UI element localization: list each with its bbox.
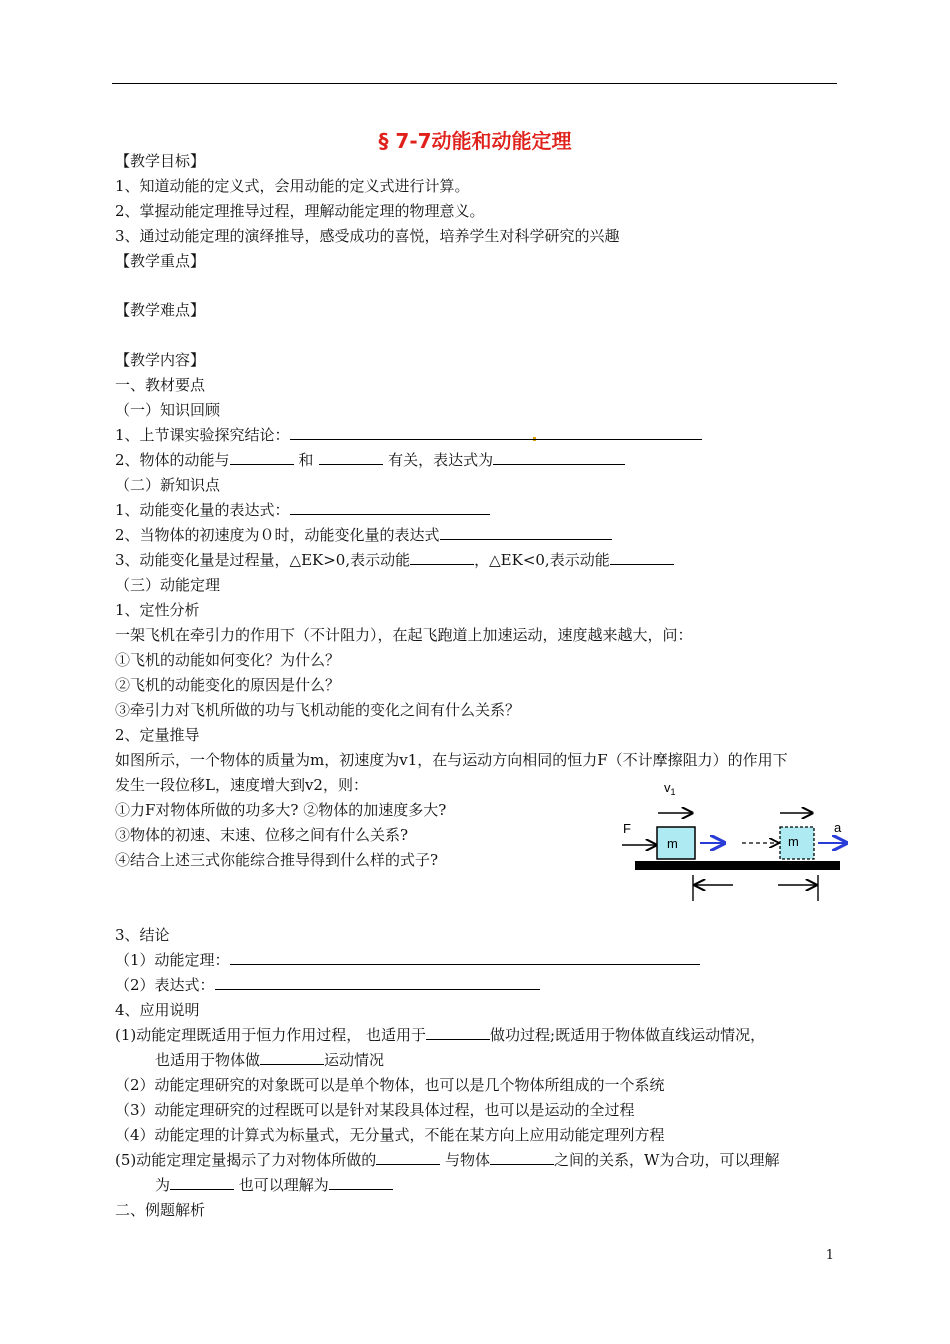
answer-blank[interactable] (493, 451, 625, 465)
answer-blank[interactable] (319, 451, 383, 465)
subsection-heading: （一）知识回顾 (115, 401, 221, 419)
question-item: ③牵引力对飞机所做的功与飞机动能的变化之间有什么关系？ (115, 701, 521, 719)
fill-in-line: 2、物体的动能与 和 有关，表达式为 (115, 451, 625, 469)
paragraph: （3）动能定理研究的过程既可以是针对某段具体过程，也可以是运动的全过程 (115, 1101, 635, 1119)
velocity-label: $v_1$ (664, 780, 676, 797)
answer-blank[interactable] (376, 1151, 440, 1165)
answer-blank[interactable] (170, 1176, 234, 1190)
answer-blank[interactable] (610, 551, 674, 565)
subsection-heading: （二）新知识点 (115, 476, 221, 494)
answer-blank[interactable] (490, 1151, 554, 1165)
paragraph: 3、结论 (115, 926, 170, 944)
goal-item: 2、掌握动能定理推导过程，理解动能定理的物理意义。 (115, 202, 485, 220)
answer-blank[interactable] (329, 1176, 393, 1190)
question-item: ①力F对物体所做的功多大? ②物体的加速度多大? (115, 801, 447, 819)
fill-in-line: 1、动能变化量的表达式： (115, 501, 490, 519)
answer-blank[interactable] (410, 551, 474, 565)
acceleration-label: a (834, 820, 842, 835)
question-item: ①飞机的动能如何变化？为什么？ (115, 651, 341, 669)
section-heading-key-points: 【教学重点】 (115, 252, 206, 270)
answer-blank[interactable] (290, 501, 490, 515)
fill-in-line: (5)动能定理定量揭示了力对物体所做的 与物体 之间的关系，W为合功，可以理解 (115, 1151, 780, 1169)
paragraph: （2）动能定理研究的对象既可以是单个物体，也可以是几个物体所组成的一个系统 (115, 1076, 665, 1094)
initial-mass-label: m (667, 836, 678, 851)
paragraph: 2、定量推导 (115, 726, 200, 744)
ground-surface (635, 861, 840, 870)
document-title: § 7-7动能和动能定理 (378, 129, 572, 153)
paragraph: 4、应用说明 (115, 1001, 200, 1019)
fill-in-line: (1)动能定理既适用于恒力作用过程， 也适用于 做功过程;既适用于物体做直线运动情况， (115, 1026, 766, 1044)
paragraph: 一架飞机在牵引力的作用下（不计阻力），在起飞跑道上加速运动，速度越来越大，问： (115, 626, 693, 644)
fill-in-line: （1）动能定理： (115, 951, 700, 969)
fill-in-line: 2、当物体的初速度为０时，动能变化量的表达式 (115, 526, 612, 544)
goal-item: 3、通过动能定理的演绎推导，感受成功的喜悦，培养学生对科学研究的兴趣 (115, 227, 620, 245)
final-mass-label: m (788, 834, 799, 849)
answer-blank[interactable] (230, 451, 294, 465)
paragraph: 发生一段位移L，速度增大到v2，则： (115, 776, 368, 794)
section-heading-goals: 【教学目标】 (115, 152, 206, 170)
subsection-heading: 一、教材要点 (115, 376, 206, 394)
question-item: ②飞机的动能变化的原因是什么？ (115, 676, 341, 694)
answer-blank[interactable] (426, 1026, 490, 1040)
section-heading-difficulties: 【教学难点】 (115, 301, 206, 319)
fill-in-line: 也适用于物体做 运动情况 (155, 1051, 385, 1069)
fill-in-line: （2）表达式： (115, 976, 540, 994)
answer-blank[interactable] (215, 976, 540, 990)
answer-blank[interactable] (230, 951, 700, 965)
answer-blank[interactable] (290, 426, 702, 440)
answer-blank[interactable] (260, 1051, 324, 1065)
force-block-diagram (620, 775, 850, 905)
subsection-heading: （三）动能定理 (115, 576, 221, 594)
fill-in-line: 3、动能变化量是过程量，△EK>0,表示动能 ，△EK<0,表示动能 (115, 551, 674, 569)
force-label: F (623, 821, 631, 836)
page-number: 1 (825, 1248, 834, 1263)
paragraph: 如图所示，一个物体的质量为m，初速度为v1，在与运动方向相同的恒力F（不计摩擦阻力）的作用下 (115, 751, 788, 769)
section-heading-examples: 二、例题解析 (115, 1201, 206, 1219)
answer-blank[interactable] (440, 526, 612, 540)
paragraph: 1、定性分析 (115, 601, 200, 619)
section-heading-content: 【教学内容】 (115, 351, 206, 369)
header-rule (112, 83, 837, 84)
fill-in-line: 为 也可以理解为 (155, 1176, 393, 1194)
fill-in-line: 1、上节课实验探究结论： (115, 426, 702, 444)
question-item: ④结合上述三式你能综合推导得到什么样的式子? (115, 851, 439, 869)
goal-item: 1、知道动能的定义式，会用动能的定义式进行计算。 (115, 177, 470, 195)
paragraph: （4）动能定理的计算式为标量式，无分量式，不能在某方向上应用动能定理列方程 (115, 1126, 665, 1144)
question-item: ③物体的初速、末速、位移之间有什么关系? (115, 826, 409, 844)
